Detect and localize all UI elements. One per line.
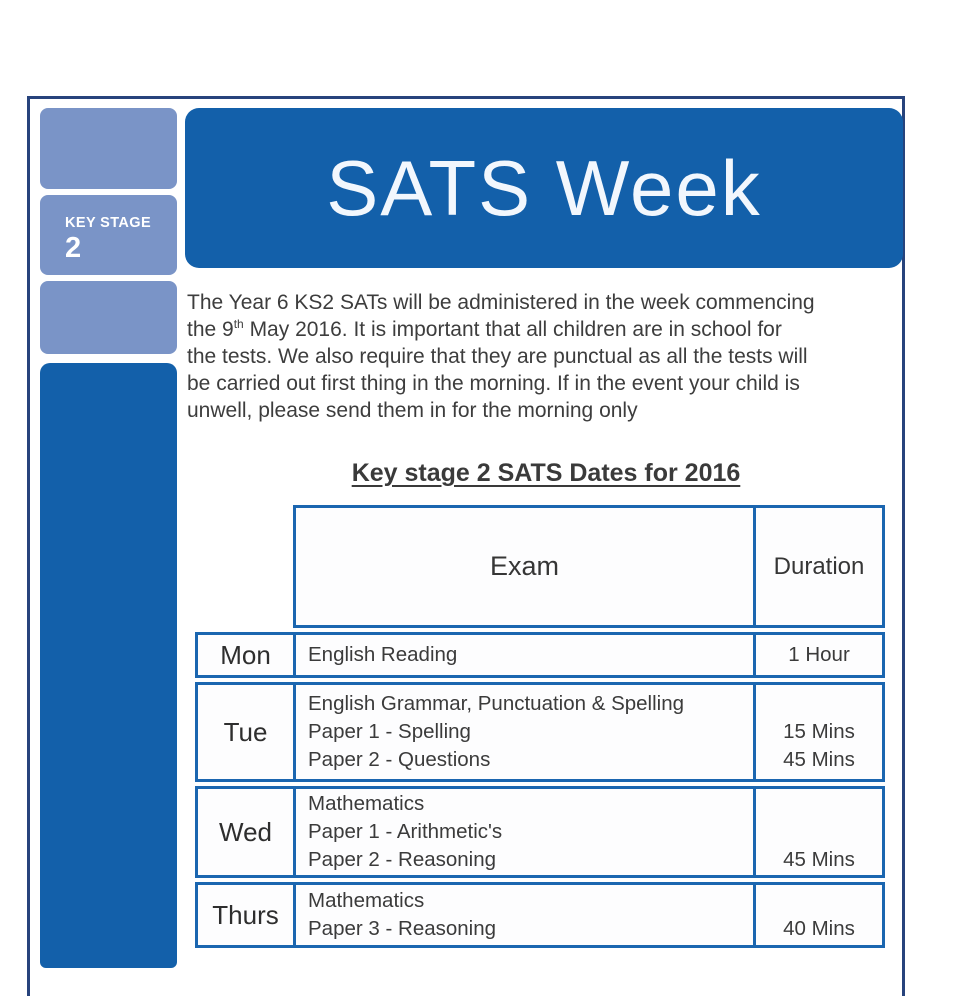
exam-line: Paper 1 - Spelling [308, 720, 471, 743]
intro-line: The Year 6 KS2 SATs will be administered in the week commencing [187, 291, 815, 314]
table-row-mon [195, 632, 885, 678]
duration-line: 1 Hour [788, 643, 850, 666]
exam-cell [296, 635, 753, 675]
duration-cell [753, 685, 882, 779]
exam-cell [296, 789, 753, 875]
duration-line [756, 887, 882, 915]
column-header-duration: Duration [753, 508, 882, 625]
duration-line [756, 818, 882, 846]
exam-line: Paper 2 - Questions [308, 748, 491, 771]
duration-cell [753, 885, 882, 945]
table-row-thurs [195, 882, 885, 948]
exam-line: Paper 1 - Arithmetic's [308, 820, 503, 843]
duration-line [756, 790, 882, 818]
intro-line: unwell, please send them in for the morning only [187, 399, 638, 422]
table-header-row [293, 505, 885, 628]
intro-line: the tests. We also require that they are punctual as all the tests will [187, 345, 808, 368]
sidebar-dark-panel [40, 363, 177, 968]
exam-cell [296, 885, 753, 945]
day-cell: Tue [198, 685, 296, 779]
sidebar-tab-top [40, 108, 177, 189]
intro-line-text: the 9 [187, 318, 234, 341]
exam-line: Mathematics [308, 889, 425, 912]
section-heading-text: Key stage 2 SATS Dates for 2016 [351, 459, 741, 487]
exam-line: Paper 2 - Reasoning [308, 848, 497, 871]
duration-line: 40 Mins [783, 917, 855, 940]
key-stage-sidebar [40, 108, 177, 968]
duration-cell [753, 635, 882, 675]
ordinal-superscript: th [233, 317, 244, 331]
exam-cell [296, 685, 753, 779]
exam-line: Paper 3 - Reasoning [308, 917, 497, 940]
day-cell: Mon [198, 635, 296, 675]
day-cell: Thurs [198, 885, 296, 945]
table-row-wed [195, 786, 885, 878]
column-header-exam: Exam [489, 551, 560, 581]
exam-line: Mathematics [308, 792, 425, 815]
exam-line: English Grammar, Punctuation & Spelling [308, 692, 685, 715]
title-banner [185, 108, 903, 268]
sidebar-tab-bottom [40, 281, 177, 354]
intro-paragraph [187, 289, 909, 424]
intro-line: be carried out first thing in the morning. If in the event your child is [187, 372, 800, 395]
sidebar-tab-key-stage [40, 195, 177, 275]
duration-line: 45 Mins [783, 748, 855, 771]
key-stage-label: KEY STAGE [65, 215, 152, 231]
key-stage-number: 2 [65, 232, 82, 264]
duration-line: 45 Mins [783, 848, 855, 871]
page-title: SATS Week [326, 143, 762, 232]
exam-line: English Reading [308, 643, 458, 666]
intro-line [187, 316, 909, 343]
duration-cell [753, 789, 882, 875]
section-heading [187, 459, 905, 488]
intro-line-text: May 2016. It is important that all children are in school for [243, 318, 782, 341]
day-cell: Wed [198, 789, 296, 875]
table-row-tue [195, 682, 885, 782]
duration-line: 15 Mins [783, 720, 855, 743]
sats-dates-table [195, 505, 885, 948]
duration-line [756, 690, 882, 718]
